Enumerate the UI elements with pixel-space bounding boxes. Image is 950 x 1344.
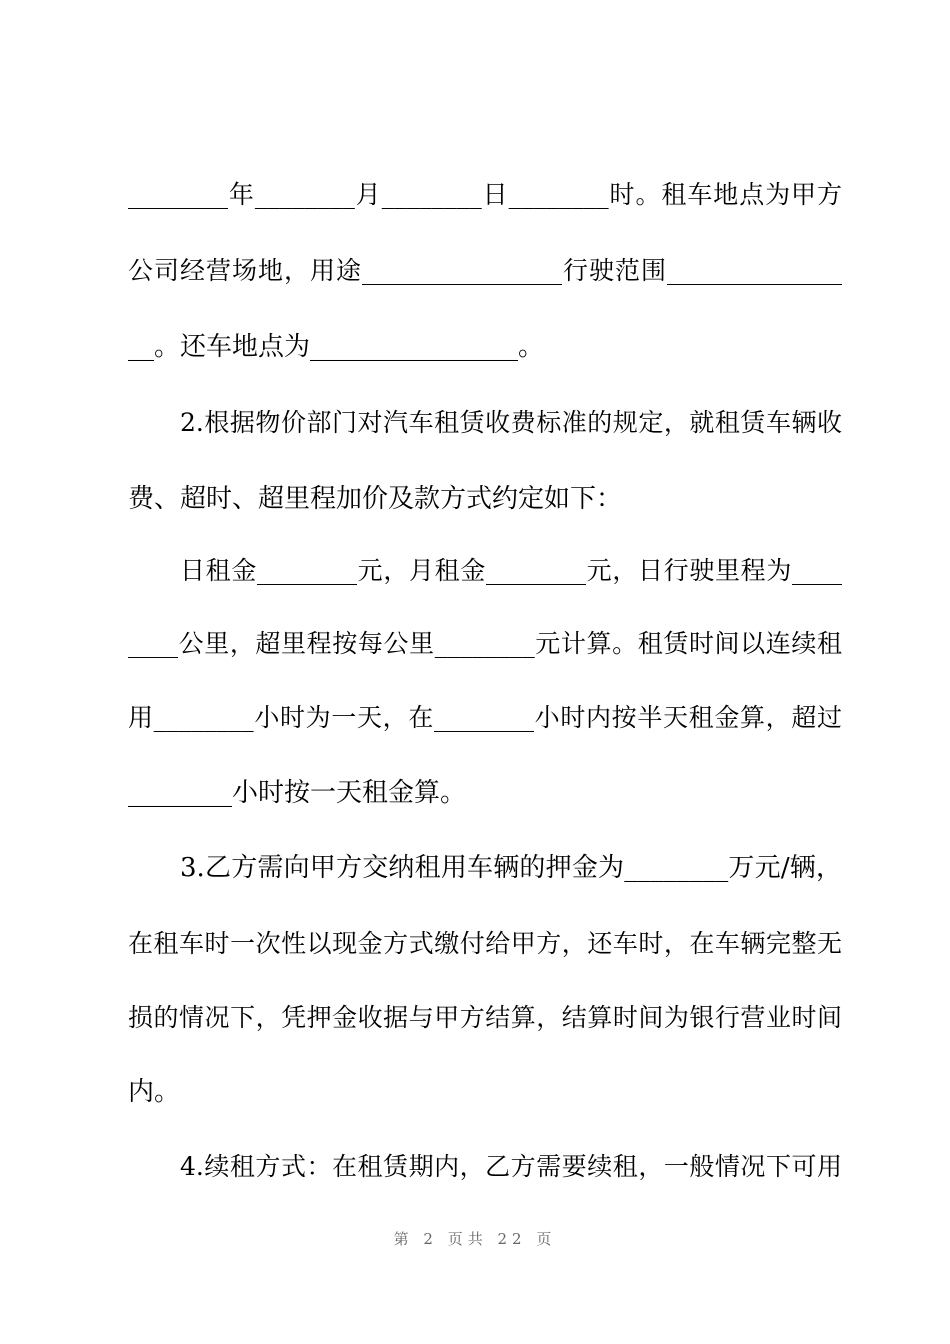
paragraph-line: ____公里，超里程按每公里________元计算。租赁时间以连续租 xyxy=(128,629,842,658)
paragraph-line: __。还车地点为________________。 xyxy=(128,332,545,362)
paragraph-line: 在租车时一次性以现金方式缴付给甲方，还车时，在车辆完整无 xyxy=(128,929,842,958)
paragraph-line: 4.续租方式：在租赁期内，乙方需要续租，一般情况下可用 xyxy=(180,1152,842,1181)
page-number-footer: 第 2 页共 22 页 xyxy=(393,1230,557,1248)
paragraph-line: 3.乙方需向甲方交纳租用车辆的押金为________万元/辆， xyxy=(180,853,842,883)
paragraph-line: 内。 xyxy=(128,1077,181,1107)
paragraph-line: ________小时按一天租金算。 xyxy=(128,778,467,808)
paragraph-line: 公司经营场地，用途________________行驶范围______________ xyxy=(128,256,842,285)
paragraph-line: 2.根据物价部门对汽车租赁收费标准的规定，就租赁车辆收 xyxy=(180,408,842,437)
paragraph-line: 日租金________元，月租金________元，日行驶里程为____ xyxy=(180,556,842,585)
paragraph-line: 用________小时为一天，在________小时内按半天租金算，超过 xyxy=(128,703,842,732)
paragraph-line: 费、超时、超里程加价及款方式约定如下： xyxy=(128,484,623,514)
paragraph-line: ________年________月________日________时。租车地点为甲方 xyxy=(128,180,842,209)
paragraph-line: 损的情况下，凭押金收据与甲方结算，结算时间为银行营业时间 xyxy=(128,1003,842,1032)
